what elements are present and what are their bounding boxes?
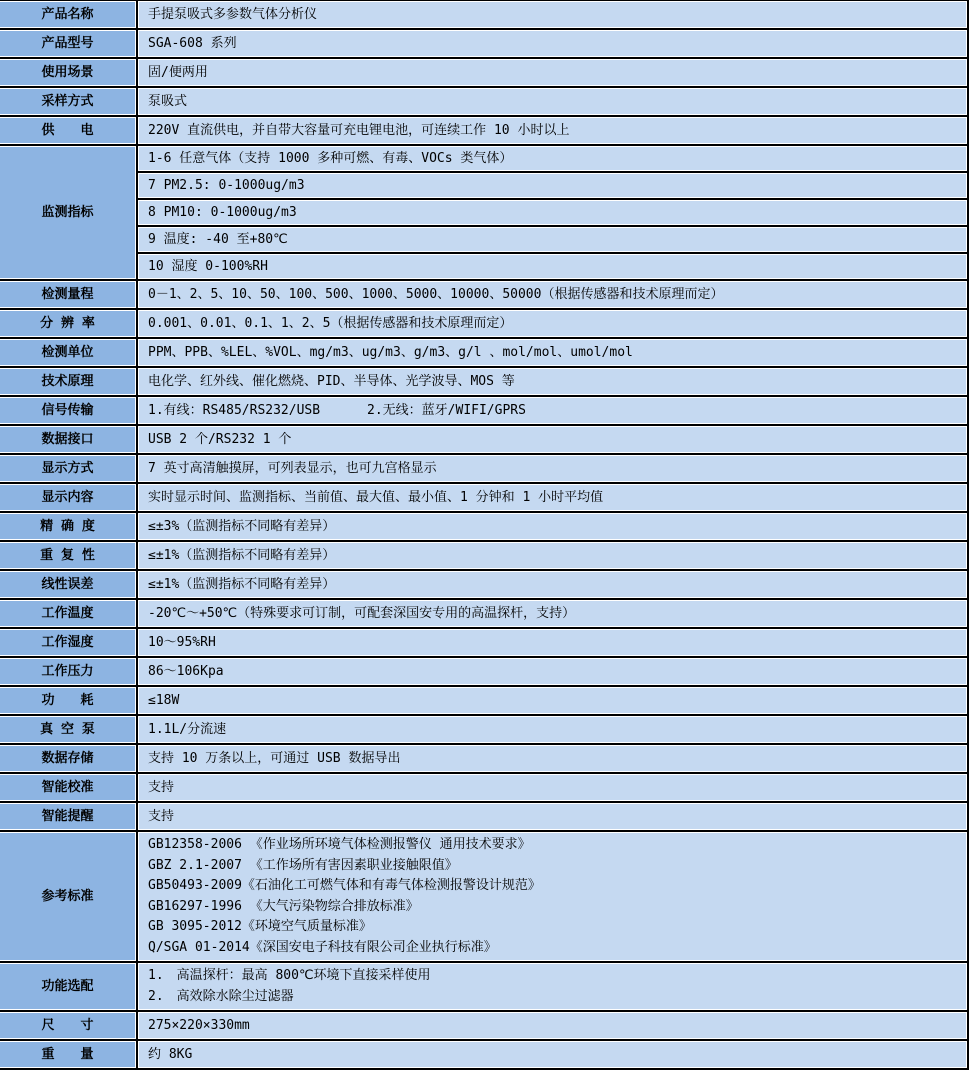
- spec-label: 智能校准: [0, 774, 136, 801]
- spec-label: 工作压力: [0, 658, 136, 685]
- spec-value: ≤±1%（监测指标不同略有差异）: [138, 542, 967, 569]
- spec-row: [0, 774, 967, 801]
- spec-value-line: 1. 高温探杆：最高 800℃环境下直接采样使用: [148, 968, 431, 983]
- spec-label: 数据接口: [0, 426, 136, 453]
- spec-row: [0, 397, 967, 424]
- spec-value: 86～106Kpa: [138, 658, 967, 685]
- spec-row: [0, 426, 967, 453]
- spec-value: SGA-608 系列: [138, 30, 967, 57]
- spec-value: 10 湿度 0-100%RH: [138, 254, 967, 279]
- spec-row: [0, 629, 967, 656]
- spec-label: 重 复 性: [0, 542, 136, 569]
- spec-label: 分 辨 率: [0, 310, 136, 337]
- spec-value: ≤±3%（监测指标不同略有差异）: [138, 513, 967, 540]
- spec-row: [0, 173, 967, 198]
- spec-label: 显示内容: [0, 484, 136, 511]
- spec-value: 支持 10 万条以上，可通过 USB 数据导出: [138, 745, 967, 772]
- spec-row: [0, 513, 967, 540]
- spec-row: [0, 281, 967, 308]
- spec-value: [138, 963, 967, 1010]
- spec-value-line: 2. 高效除水除尘过滤器: [148, 988, 294, 1004]
- spec-value: 0－1、2、5、10、50、100、500、1000、5000、10000、50000（根据传感器和技术原理而定）: [138, 281, 967, 308]
- spec-value: 1.有线：RS485/RS232/USB 2.无线：蓝牙/WIFI/GPRS: [138, 397, 967, 424]
- spec-label: 智能提醒: [0, 803, 136, 830]
- spec-row: [0, 30, 967, 57]
- spec-value: 0.001、0.01、0.1、1、2、5（根据传感器和技术原理而定）: [138, 310, 967, 337]
- spec-row: [0, 745, 967, 772]
- spec-row: [0, 803, 967, 830]
- spec-value: 10～95%RH: [138, 629, 967, 656]
- spec-row: [0, 484, 967, 511]
- spec-value-line: GB16297-1996 《大气污染物综合排放标准》: [148, 898, 419, 914]
- spec-value: [138, 832, 967, 961]
- spec-row: [0, 146, 967, 171]
- spec-row: [0, 658, 967, 685]
- spec-label: 功能选配: [0, 963, 136, 1010]
- spec-value: 约 8KG: [138, 1041, 967, 1068]
- spec-value: 支持: [138, 774, 967, 801]
- spec-label: 使用场景: [0, 59, 136, 86]
- spec-row: [0, 832, 967, 961]
- spec-value: 9 温度: -40 至+80℃: [138, 227, 967, 252]
- spec-row: [0, 59, 967, 86]
- spec-row: [0, 542, 967, 569]
- spec-row: [0, 1, 967, 28]
- spec-row: [0, 716, 967, 743]
- spec-value-line: Q/SGA 01-2014《深国安电子科技有限公司企业执行标准》: [148, 939, 497, 955]
- spec-row: [0, 571, 967, 598]
- spec-value-line: GBZ 2.1-2007 《工作场所有害因素职业接触限值》: [148, 857, 458, 873]
- spec-row: [0, 227, 967, 252]
- spec-row: [0, 687, 967, 714]
- spec-value: PPM、PPB、%LEL、%VOL、mg/m3、ug/m3、g/m3、g/l 、mol/mol、umol/mol: [138, 339, 967, 366]
- spec-value: 手提泵吸式多参数气体分析仪: [138, 1, 967, 28]
- spec-value: 1.1L/分流速: [138, 716, 967, 743]
- spec-value: 支持: [138, 803, 967, 830]
- spec-row: [0, 963, 967, 1010]
- spec-value: 1-6 任意气体（支持 1000 多种可燃、有毒、VOCs 类气体）: [138, 146, 967, 171]
- spec-value: 220V 直流供电，并自带大容量可充电锂电池，可连续工作 10 小时以上: [138, 117, 967, 144]
- spec-label: 产品名称: [0, 1, 136, 28]
- spec-row: [0, 117, 967, 144]
- spec-label: 真 空 泵: [0, 716, 136, 743]
- spec-row: [0, 88, 967, 115]
- spec-label: 显示方式: [0, 455, 136, 482]
- spec-row: [0, 254, 967, 279]
- spec-value: ≤±1%（监测指标不同略有差异）: [138, 571, 967, 598]
- spec-label: 监测指标: [0, 146, 136, 279]
- spec-value-line: GB12358-2006 《作业场所环境气体检测报警仪 通用技术要求》: [148, 837, 531, 852]
- spec-label: 检测量程: [0, 281, 136, 308]
- spec-label: 检测单位: [0, 339, 136, 366]
- spec-row: [0, 1041, 967, 1068]
- spec-row: [0, 600, 967, 627]
- spec-value: 7 英寸高清触摸屏，可列表显示，也可九宫格显示: [138, 455, 967, 482]
- spec-label: 重 量: [0, 1041, 136, 1068]
- spec-row: [0, 200, 967, 225]
- spec-label: 技术原理: [0, 368, 136, 395]
- spec-row: [0, 455, 967, 482]
- spec-label: 线性误差: [0, 571, 136, 598]
- spec-row: [0, 310, 967, 337]
- spec-label: 数据存储: [0, 745, 136, 772]
- spec-value: -20℃～+50℃（特殊要求可订制，可配套深国安专用的高温探杆，支持）: [138, 600, 967, 627]
- spec-value: 电化学、红外线、催化燃烧、PID、半导体、光学波导、MOS 等: [138, 368, 967, 395]
- spec-value: 275×220×330mm: [138, 1012, 967, 1039]
- spec-value: 固/便两用: [138, 59, 967, 86]
- spec-label: 精 确 度: [0, 513, 136, 540]
- spec-label: 信号传输: [0, 397, 136, 424]
- spec-label: 参考标准: [0, 832, 136, 961]
- spec-value-line: GB50493-2009《石油化工可燃气体和有毒气体检测报警设计规范》: [148, 878, 541, 893]
- spec-label: 尺 寸: [0, 1012, 136, 1039]
- spec-value-line: GB 3095-2012《环境空气质量标准》: [148, 919, 372, 934]
- spec-row: [0, 1012, 967, 1039]
- spec-value: 8 PM10: 0-1000ug/m3: [138, 200, 967, 225]
- spec-value: USB 2 个/RS232 1 个: [138, 426, 967, 453]
- spec-row: [0, 339, 967, 366]
- spec-label: 功 耗: [0, 687, 136, 714]
- spec-label: 工作湿度: [0, 629, 136, 656]
- spec-table-body: [0, 1, 967, 1068]
- spec-label: 供 电: [0, 117, 136, 144]
- spec-label: 采样方式: [0, 88, 136, 115]
- spec-value: 7 PM2.5: 0-1000ug/m3: [138, 173, 967, 198]
- spec-value: ≤18W: [138, 687, 967, 714]
- spec-value: 实时显示时间、监测指标、当前值、最大值、最小值、1 分钟和 1 小时平均值: [138, 484, 967, 511]
- spec-label: 工作温度: [0, 600, 136, 627]
- spec-label: 产品型号: [0, 30, 136, 57]
- spec-row: [0, 368, 967, 395]
- spec-value: 泵吸式: [138, 88, 967, 115]
